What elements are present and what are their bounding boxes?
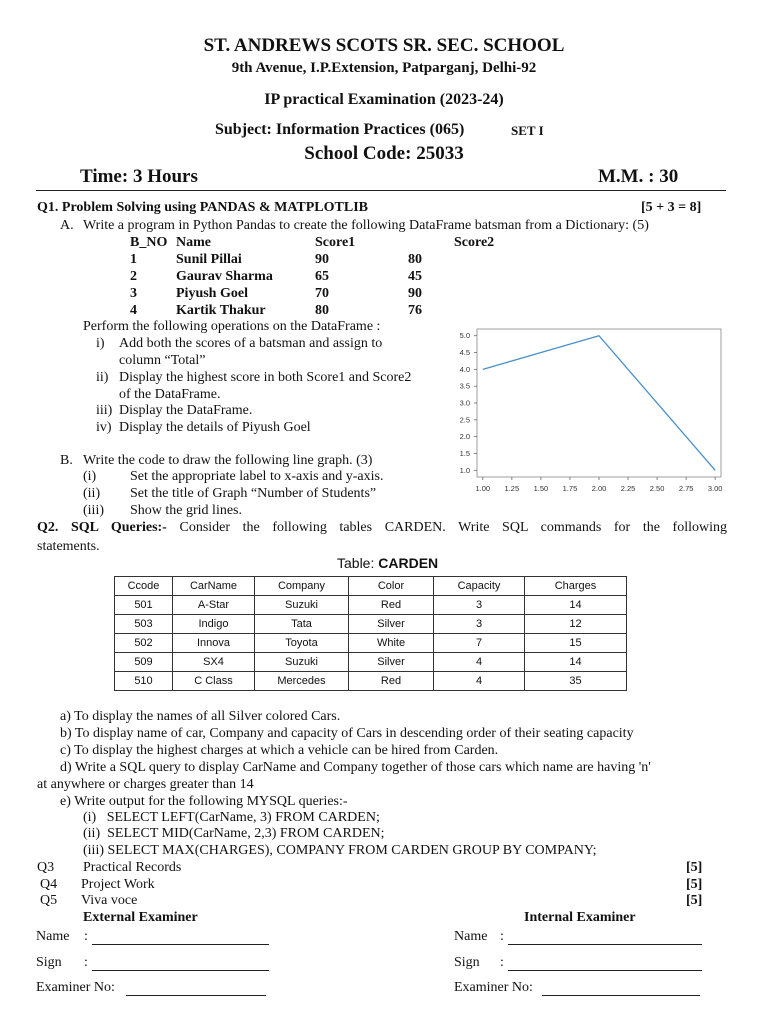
q5-marks: [5] [686,893,703,908]
sql-query: (ii) SELECT MID(CarName, 2,3) FROM CARDEN; [83,826,385,841]
batsman-cell: 45 [408,269,422,284]
carden-table [114,576,627,691]
q2-intro [37,520,727,536]
x-tick-label: 2.25 [620,484,636,493]
x-tick-label: 1.25 [504,484,520,493]
col-company: Company [255,577,349,596]
col-carname: CarName [173,577,255,596]
q2-part-c: c) To display the highest charges at which a vehicle can be hired from Carden. [60,743,499,758]
table-cell: Mercedes [255,672,349,691]
exam-time: Time: 3 Hours [80,166,198,187]
external-examiner-heading: External Examiner [83,910,198,925]
q2-part-d-cont: at anywhere or charges greater than 14 [37,777,254,792]
table-cell: Indigo [173,615,255,634]
y-tick-label: 1.0 [459,465,470,475]
q3-number: Q3 [37,860,55,875]
table-row [115,653,627,672]
batsman-cell: 2 [130,269,137,284]
batsman-col-score2: Score2 [454,235,495,250]
table-cell: 7 [434,634,525,653]
line-graph [445,325,730,505]
q4-label: Project Work [81,877,155,892]
ext-name-label: Name [36,929,70,944]
table-cell: 509 [115,653,173,672]
sql-query: (iii) SELECT MAX(CHARGES), COMPANY FROM CARDEN GROUP BY COMPANY; [83,843,597,858]
y-tick-label: 2.5 [459,415,470,425]
batsman-cell: 3 [130,286,137,301]
q2-title: Q2. SQL Queries:- [37,520,167,535]
int-examiner-no-label: Examiner No: [454,980,533,995]
table-cell: A-Star [173,596,255,615]
table-cell: Innova [173,634,255,653]
q4-number: Q4 [40,877,58,892]
q2-part-b: b) To display name of car, Company and capacity of Cars in descending order of their seating capacity [60,726,634,741]
table-cell: 503 [115,615,173,634]
q2-intro-line2: statements. [37,539,100,554]
table-cell: 4 [434,672,525,691]
table-cell: Tata [255,615,349,634]
header-divider [36,190,726,191]
y-tick-label: 2.0 [459,432,470,442]
op-text: Display the details of Piyush Goel [119,420,311,435]
table-cell: Red [349,596,434,615]
table-cell: Suzuki [255,596,349,615]
int-name-colon: : [500,929,504,944]
ops-intro: Perform the following operations on the DataFrame : [83,319,381,334]
b-item-text: Set the title of Graph “Number of Students” [130,486,377,501]
op-num: iii) [96,403,113,418]
y-tick-label: 1.5 [459,448,470,458]
op-text: column “Total” [119,353,206,368]
q1-marks: [5 + 3 = 8] [641,200,702,215]
table-cell: 14 [525,653,627,672]
series-line [483,336,715,471]
q3-marks: [5] [686,860,703,875]
max-marks: M.M. : 30 [598,166,679,187]
col-ccode: Ccode [115,577,173,596]
q2-part-d: d) Write a SQL query to display CarName and Company together of those cars which name are having 'n' [60,760,651,775]
table-cell: 501 [115,596,173,615]
batsman-cell: 4 [130,303,137,318]
table-cell: White [349,634,434,653]
batsman-col-score1: Score1 [315,235,356,250]
b-item-num: (iii) [83,503,104,518]
table-cell: Silver [349,615,434,634]
q1-title [37,200,368,216]
batsman-cell: 90 [408,286,422,301]
sql-query: (i) SELECT LEFT(CarName, 3) FROM CARDEN; [83,810,380,825]
table-cell: Toyota [255,634,349,653]
op-num: i) [96,336,105,351]
internal-examiner-heading: Internal Examiner [524,910,636,925]
q5-label: Viva voce [81,893,138,908]
table-caption-prefix: Table: [337,555,379,571]
col-capacity: Capacity [434,577,525,596]
table-cell: 510 [115,672,173,691]
exam-title: IP practical Examination (2023-24) [264,91,504,108]
ext-sign-label: Sign [36,955,62,970]
q3-label: Practical Records [83,860,182,875]
batsman-cell: 76 [408,303,422,318]
y-tick-label: 3.5 [459,381,470,391]
op-num: ii) [96,370,109,385]
b-item-num: (ii) [83,486,101,501]
batsman-cell: 1 [130,252,137,267]
q2-part-e: e) Write output for the following MYSQL queries:- [60,794,348,809]
op-text: Display the DataFrame. [119,403,253,418]
int-examiner-no-field[interactable] [542,995,700,996]
x-tick-label: 1.00 [475,484,491,493]
x-tick-label: 1.50 [533,484,549,493]
batsman-cell: Gaurav Sharma [176,269,273,284]
batsman-col-name: Name [176,235,211,250]
x-tick-label: 2.00 [591,484,607,493]
batsman-col-bno: B_NO [130,235,168,250]
ext-sign-field[interactable] [92,970,269,971]
school-name: ST. ANDREWS SCOTS SR. SEC. SCHOOL [203,35,565,56]
int-name-label: Name [454,929,488,944]
int-name-field[interactable] [508,944,702,945]
batsman-cell: 90 [315,252,329,267]
x-tick-label: 1.75 [562,484,578,493]
op-text: Add both the scores of a batsman and assign to [119,336,383,351]
ext-examiner-no-label: Examiner No: [36,980,115,995]
batsman-cell: Kartik Thakur [176,303,266,318]
q1-number: Q1 [37,200,55,215]
x-tick-label: 2.50 [649,484,665,493]
table-row [115,615,627,634]
y-tick-label: 5.0 [459,331,470,341]
b-item-num: (i) [83,469,97,484]
y-axis-ticks [460,331,477,475]
b-item-text: Set the appropriate label to x-axis and y-axis. [130,469,384,484]
table-cell: 3 [434,596,525,615]
table-caption [337,555,438,571]
batsman-cell: 80 [408,252,422,267]
table-cell: 35 [525,672,627,691]
plot-frame [477,329,721,477]
q4-marks: [5] [686,877,703,892]
batsman-cell: 65 [315,269,329,284]
batsman-cell: 70 [315,286,329,301]
q5-number: Q5 [40,893,58,908]
q1b-label: B. [60,453,73,468]
int-sign-field[interactable] [508,970,702,971]
col-charges: Charges [525,577,627,596]
table-row [115,596,627,615]
x-tick-label: 2.75 [678,484,694,493]
school-address: 9th Avenue, I.P.Extension, Patparganj, Delhi-92 [231,60,537,76]
y-tick-label: 4.0 [459,364,470,374]
q1a-label: A. [60,218,74,233]
q1-heading: . Problem Solving using PANDAS & MATPLOTLIB [54,200,368,215]
subject-line: Subject: Information Practices (065) [215,121,465,138]
x-axis-ticks [476,477,723,493]
int-sign-label: Sign [454,955,480,970]
int-sign-colon: : [500,955,504,970]
op-text: Display the highest score in both Score1 and Score2 [119,370,412,385]
q1b-text: Write the code to draw the following line graph. (3) [83,453,373,468]
table-cell: 502 [115,634,173,653]
table-cell: Silver [349,653,434,672]
q1a-text: Write a program in Python Pandas to create the following DataFrame batsman from a Dictionary: (5) [83,218,649,233]
table-row [115,634,627,653]
table-caption-name: CARDEN [378,555,439,571]
table-cell: 3 [434,615,525,634]
y-tick-label: 4.5 [459,348,470,358]
table-cell: SX4 [173,653,255,672]
col-color: Color [349,577,434,596]
table-cell: C Class [173,672,255,691]
set-label: SET I [511,123,544,138]
b-item-text: Show the grid lines. [130,503,242,518]
table-row [115,672,627,691]
ext-name-colon: : [84,929,88,944]
table-cell: 4 [434,653,525,672]
table-cell: 12 [525,615,627,634]
ext-name-field[interactable] [92,944,269,945]
batsman-cell: Sunil Pillai [176,252,242,267]
q2-intro-text: Consider the following tables CARDEN. Write SQL commands for the following [166,520,727,535]
q2-part-a: a) To display the names of all Silver colored Cars. [60,709,341,724]
op-num: iv) [96,420,112,435]
school-code: School Code: 25033 [304,143,464,164]
ext-sign-colon: : [84,955,88,970]
y-tick-label: 3.0 [459,398,470,408]
table-cell: Red [349,672,434,691]
batsman-cell: 80 [315,303,329,318]
table-cell: 14 [525,596,627,615]
op-text: of the DataFrame. [119,387,221,402]
batsman-cell: Piyush Goel [176,286,248,301]
ext-examiner-no-field[interactable] [126,995,266,996]
table-cell: 15 [525,634,627,653]
table-header-row [115,577,627,596]
table-cell: Suzuki [255,653,349,672]
x-tick-label: 3.00 [707,484,723,493]
